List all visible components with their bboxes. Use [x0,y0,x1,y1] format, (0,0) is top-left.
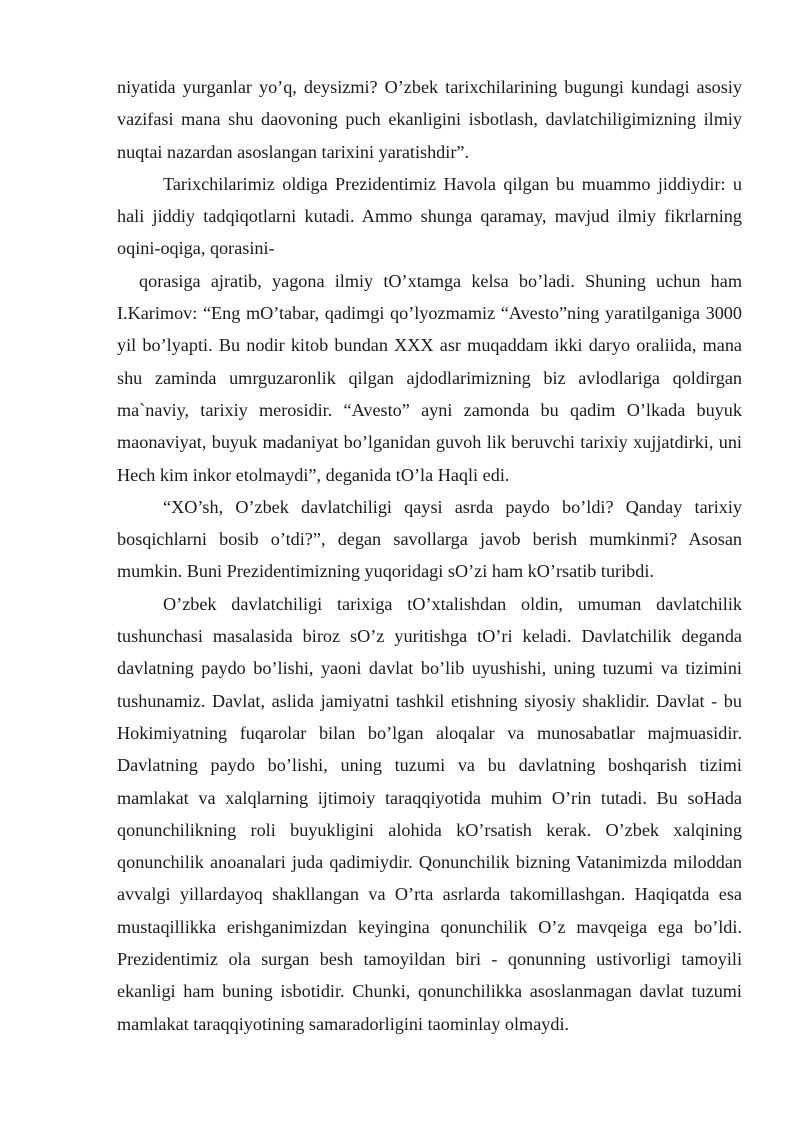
paragraph-1: niyatida yurganlar yo’q, deysizmi? O’zbek tarixchilarining bugungi kundagi asosiy vazifasi mana shu daovoning puch ekanligini isbotlash, davlatchiligimizning ilmiy nuqtai nazardan asoslangan tarixini yaratishdir”. [117,77,742,162]
paragraph-5: O’zbek davlatchiligi tarixiga tO’xtalishdan oldin, umuman davlatchilik tushunchasi masalasida biroz sO’z yuritishga tO’ri keladi. Davlatchilik deganda davlatning paydo bo’lishi, yaoni davlat bo’lib uyushishi, uning tuzumi va tizimini tushunamiz. Davlat, aslida jamiyatni tashkil etishning siyosiy shaklidir. Davlat - bu Hokimiyatning fuqarolar bilan bo’lgan aloqalar va munosabatlar majmuasidir. Davlatning paydo bo’lishi, uning tuzumi va bu davlatning boshqarish tizimi mamlakat va xalqlarning ijtimoiy taraqqiyotida muhim O’rin tutadi. Bu soHada qonunchilikning roli buyukligini alohida kO’rsatish kerak. O’zbek xalqining qonunchilik anoanalari juda qadimiydir. Qonunchilik bizning Vatanimizda miloddan avvalgi yillardayoq shakllangan va O’rta asrlarda takomillashgan. Haqiqatda esa mustaqillikka erishganimizdan keyingina qonunchilik O’z mavqeiga ega bo’ldi. Prezidentimiz ola surgan besh tamoyildan biri - qonunning ustivorligi tamoyili ekanligi ham buning isbotidir. Chunki, qonunchilikka asoslanmagan davlat tuzumi mamlakat taraqqiyotining samaradorligini taominlay olmaydi. [117,593,742,1034]
paragraph-4: “XO’sh, O’zbek davlatchiligi qaysi asrda paydo bo’ldi? Qanday tarixiy bosqichlarni bosib o’tdi?”, degan savollarga javob berish mumkinmi? Asosan mumkin. Buni Prezidentimizning yuqoridagi sO’zi ham kO’rsatib turibdi. [117,496,742,582]
paragraph-3: qorasiga ajratib, yagona ilmiy tO’xtamga kelsa bo’ladi. Shuning uchun ham I.Karimov: “Eng mO’tabar, qadimgi qo’lyozmamiz “Avesto”ning yaratilganiga 3000 yil bo’lyapti. Bu nodir kitob bundan XXX asr muqaddam ikki daryo oraliida, mana shu zaminda umrguzaronlik qilgan ajdodlarimizning biz avlodlariga qoldirgan ma`naviy, tarixiy merosidir. “Avesto” ayni zamonda bu qadim O’lkada buyuk maonaviyat, buyuk madaniyat bo’lganidan guvoh lik beruvchi tarixiy xujjatdirki, uni Hech kim inkor etolmaydi”, deganida tO’la Haqli edi. [117,270,742,485]
paragraph-2: Tarixchilarimiz oldiga Prezidentimiz Havola qilgan bu muammo jiddiydir: u hali jiddiy tadqiqotlarni kutadi. Ammo shunga qaramay, mavjud ilmiy fikrlarning oqini-oqiga, qorasini- [117,173,742,259]
document-body [117,71,742,1040]
